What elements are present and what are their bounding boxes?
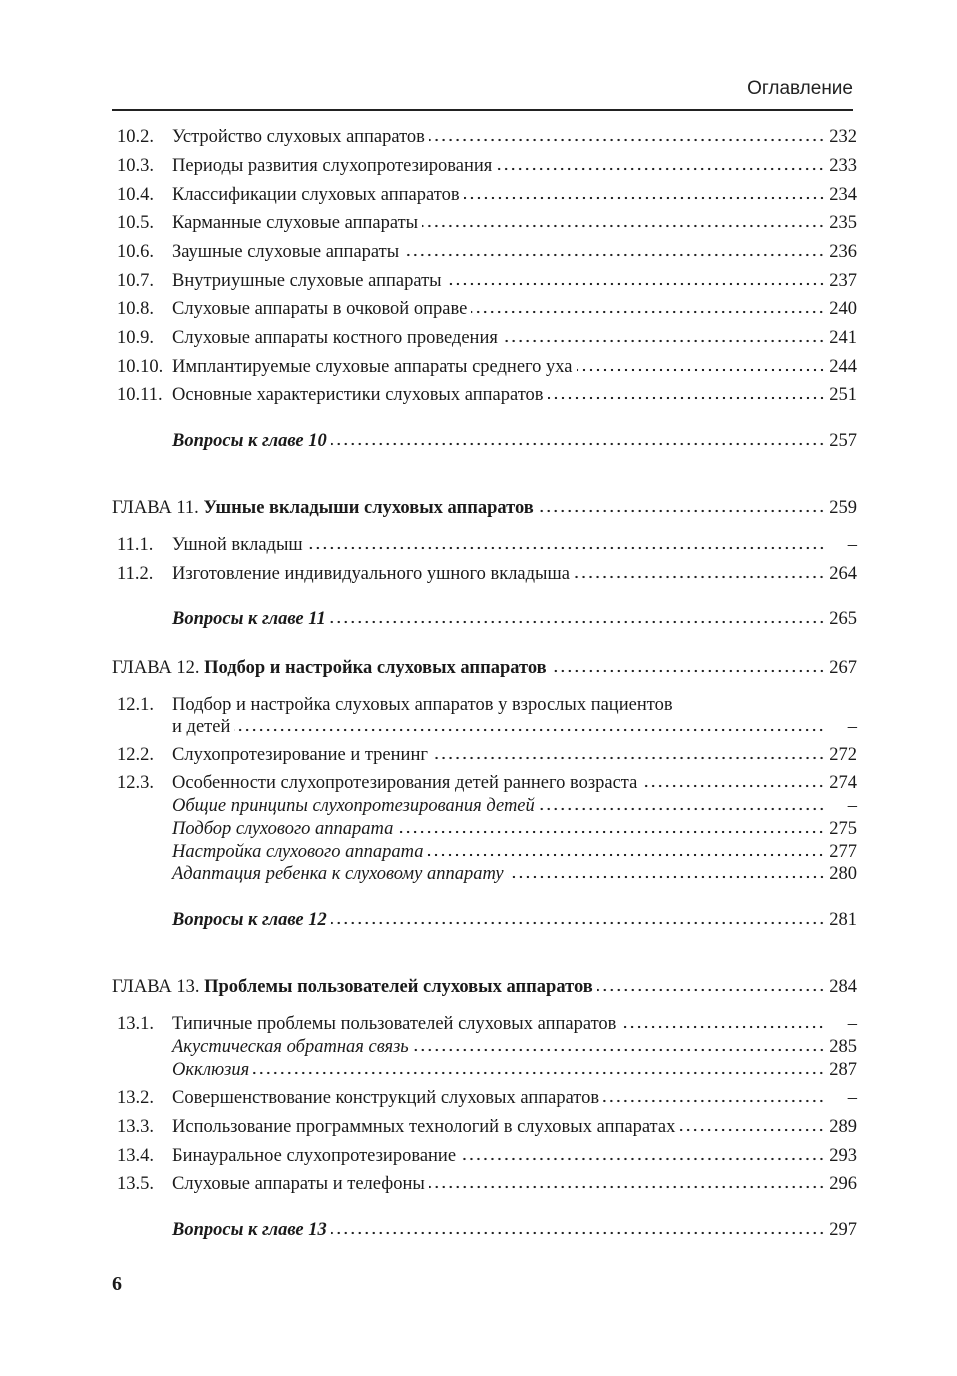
entry-number: 10.6. — [117, 242, 154, 262]
entry-page: 297 — [829, 1220, 857, 1240]
entry-page: 264 — [829, 564, 857, 584]
toc-entry[interactable] — [112, 125, 857, 149]
toc-entry[interactable] — [112, 269, 857, 293]
entry-number: 12.3. — [117, 773, 154, 793]
dot-leader — [331, 1231, 825, 1235]
toc-chapter-heading[interactable] — [112, 656, 857, 680]
entry-number: 11.2. — [117, 564, 154, 584]
entry-number: 13.2. — [117, 1088, 154, 1108]
entry-page: 281 — [829, 910, 857, 930]
entry-title: Типичные проблемы пользователей слуховых аппаратов — [172, 1014, 617, 1034]
toc-subentry[interactable] — [112, 794, 857, 818]
entry-number: 10.3. — [117, 156, 154, 176]
dot-leader — [508, 875, 825, 879]
entry-title: Слуховые аппараты в очковой оправе — [172, 299, 468, 319]
toc-entry[interactable] — [112, 562, 857, 586]
dot-leader — [538, 509, 825, 513]
entry-title: Карманные слуховые аппараты — [172, 213, 419, 233]
entry-number: 10.8. — [117, 299, 154, 319]
toc-entry[interactable] — [112, 355, 857, 379]
toc-entry[interactable] — [112, 1172, 857, 1196]
entry-number: 13.5. — [117, 1174, 154, 1194]
dot-leader — [603, 1099, 825, 1103]
toc-entry[interactable] — [112, 183, 857, 207]
entry-number: 12.2. — [117, 745, 154, 765]
dot-leader — [574, 575, 825, 579]
toc-entry[interactable] — [112, 715, 857, 739]
toc-entry[interactable] — [112, 326, 857, 350]
entry-number: 13.1. — [117, 1014, 154, 1034]
entry-title: Настройка слухового аппарата — [172, 842, 424, 862]
toc-entry[interactable] — [112, 771, 857, 795]
entry-title: Изготовление индивидуального ушного вкладыша — [172, 564, 570, 584]
entry-page: 284 — [829, 977, 857, 997]
entry-title: Особенности слухопротезирования детей раннего возраста — [172, 773, 638, 793]
entry-title: Вопросы к главе 10 — [172, 431, 327, 451]
dot-leader — [641, 784, 825, 788]
entry-title: Адаптация ребенка к слуховому аппарату — [172, 864, 504, 884]
entry-page: 235 — [829, 213, 857, 233]
toc-questions-entry[interactable] — [112, 1218, 857, 1242]
entry-page: 296 — [829, 1174, 857, 1194]
chapter-title: Ушные вкладыши слуховых аппаратов — [203, 498, 534, 518]
entry-number: 10.4. — [117, 185, 154, 205]
dot-leader — [496, 167, 825, 171]
entry-page: 236 — [829, 242, 857, 262]
toc-subentry[interactable] — [112, 840, 857, 864]
toc-entry[interactable] — [112, 1086, 857, 1110]
entry-title: Вопросы к главе 11 — [172, 609, 326, 629]
entry-page: – — [847, 1014, 857, 1034]
dot-leader — [471, 310, 825, 314]
toc-entry[interactable] — [112, 383, 857, 407]
toc-entry[interactable] — [112, 533, 857, 557]
dot-leader — [460, 1157, 825, 1161]
dot-leader — [679, 1128, 825, 1132]
entry-title: Вопросы к главе 13 — [172, 1220, 327, 1240]
entry-title: Устройство слуховых аппаратов — [172, 127, 425, 147]
entry-page: 244 — [829, 357, 857, 377]
entry-title: Подбор и настройка слуховых аппаратов у взрослых пациентов — [172, 695, 673, 715]
page-number: 6 — [112, 1273, 122, 1295]
toc-entry[interactable] — [112, 693, 857, 717]
entry-number: 10.9. — [117, 328, 154, 348]
entry-number: 13.3. — [117, 1117, 154, 1137]
entry-page: 232 — [829, 127, 857, 147]
entry-page: 234 — [829, 185, 857, 205]
dot-leader — [429, 138, 825, 142]
toc-entry[interactable] — [112, 1012, 857, 1036]
chapter-label: ГЛАВА 11. — [112, 498, 199, 518]
entry-title: Слуховые аппараты и телефоны — [172, 1174, 425, 1194]
toc-chapter-heading[interactable] — [112, 975, 857, 999]
entry-title: Акустическая обратная связь — [172, 1037, 409, 1057]
entry-page: 257 — [829, 431, 857, 451]
entry-title: Использование программных технологий в слуховых аппаратах — [172, 1117, 676, 1137]
dot-leader — [502, 339, 825, 343]
entry-title: Классификации слуховых аппаратов — [172, 185, 460, 205]
entry-page: 233 — [829, 156, 857, 176]
entry-number: 13.4. — [117, 1146, 154, 1166]
toc-subentry[interactable] — [112, 817, 857, 841]
toc-questions-entry[interactable] — [112, 607, 857, 631]
dot-leader — [397, 830, 825, 834]
entry-title: и детей — [172, 717, 231, 737]
dot-leader — [331, 921, 825, 925]
entry-title: Периоды развития слухопротезирования — [172, 156, 493, 176]
entry-page: 274 — [829, 773, 857, 793]
toc-chapter-heading[interactable] — [112, 496, 857, 520]
entry-title: Окклюзия — [172, 1060, 250, 1080]
toc-entry[interactable] — [112, 297, 857, 321]
entry-page: 241 — [829, 328, 857, 348]
chapter-label: ГЛАВА 13. — [112, 977, 200, 997]
dot-leader — [403, 253, 825, 257]
entry-number: 11.1. — [117, 535, 154, 555]
entry-title: Совершенствование конструкций слуховых аппаратов — [172, 1088, 600, 1108]
dot-leader — [432, 756, 825, 760]
entry-title: Заушные слуховые аппараты — [172, 242, 400, 262]
dot-leader — [331, 442, 825, 446]
dot-leader — [577, 368, 825, 372]
dot-leader — [620, 1025, 825, 1029]
toc-entry[interactable] — [112, 211, 857, 235]
entry-number: 10.2. — [117, 127, 154, 147]
toc-entry[interactable] — [112, 1144, 857, 1168]
entry-title: Подбор слухового аппарата — [172, 819, 394, 839]
entry-page: 280 — [829, 864, 857, 884]
dot-leader — [307, 546, 825, 550]
chapter-title: Подбор и настройка слуховых аппаратов — [204, 658, 547, 678]
entry-title: Имплантируемые слуховые аппараты среднего уха — [172, 357, 573, 377]
entry-page: – — [847, 717, 857, 737]
dot-leader — [539, 807, 825, 811]
entry-page: 265 — [829, 609, 857, 629]
toc-entry[interactable] — [112, 1115, 857, 1139]
entry-page: 293 — [829, 1146, 857, 1166]
entry-page: 259 — [829, 498, 857, 518]
entry-page: 251 — [829, 385, 857, 405]
dot-leader — [429, 1185, 825, 1189]
dot-leader — [427, 853, 825, 857]
entry-title: Внутриушные слуховые аппараты — [172, 271, 442, 291]
dot-leader — [446, 282, 825, 286]
entry-title: Бинауральное слухопротезирование — [172, 1146, 457, 1166]
entry-page: 267 — [829, 658, 857, 678]
dot-leader — [597, 988, 825, 992]
dot-leader — [551, 669, 825, 673]
dot-leader — [548, 396, 825, 400]
chapter-title: Проблемы пользователей слуховых аппаратов — [204, 977, 593, 997]
entry-page: 240 — [829, 299, 857, 319]
entry-page: 289 — [829, 1117, 857, 1137]
entry-page: 287 — [829, 1060, 857, 1080]
entry-page: 277 — [829, 842, 857, 862]
entry-title: Общие принципы слухопротезирования детей — [172, 796, 535, 816]
entry-page: 237 — [829, 271, 857, 291]
entry-title: Вопросы к главе 12 — [172, 910, 327, 930]
entry-title: Основные характеристики слуховых аппаратов — [172, 385, 544, 405]
entry-page: 285 — [829, 1037, 857, 1057]
dot-leader — [464, 196, 825, 200]
toc-entry[interactable] — [112, 240, 857, 264]
header-rule — [112, 109, 853, 111]
entry-page: 275 — [829, 819, 857, 839]
entry-number: 10.7. — [117, 271, 154, 291]
running-head: Оглавление — [747, 78, 853, 99]
toc-entry[interactable] — [112, 743, 857, 767]
entry-page: – — [847, 1088, 857, 1108]
dot-leader — [330, 620, 825, 624]
dot-leader — [422, 224, 825, 228]
entry-title: Ушной вкладыш — [172, 535, 303, 555]
toc-questions-entry[interactable] — [112, 429, 857, 453]
entry-page: 272 — [829, 745, 857, 765]
toc-questions-entry[interactable] — [112, 908, 857, 932]
entry-title: Слухопротезирование и тренинг — [172, 745, 428, 765]
entry-number: 10.11. — [117, 385, 163, 405]
dot-leader — [253, 1071, 825, 1075]
chapter-label: ГЛАВА 12. — [112, 658, 200, 678]
dot-leader — [413, 1048, 825, 1052]
toc-subentry[interactable] — [112, 862, 857, 886]
entry-title: Слуховые аппараты костного проведения — [172, 328, 498, 348]
entry-number: 10.5. — [117, 213, 154, 233]
entry-page: – — [847, 535, 857, 555]
entry-number: 10.10. — [117, 357, 164, 377]
toc-subentry[interactable] — [112, 1035, 857, 1059]
dot-leader — [234, 728, 825, 732]
toc-entry[interactable] — [112, 154, 857, 178]
entry-number: 12.1. — [117, 695, 154, 715]
entry-page: – — [847, 796, 857, 816]
toc-subentry[interactable] — [112, 1058, 857, 1082]
